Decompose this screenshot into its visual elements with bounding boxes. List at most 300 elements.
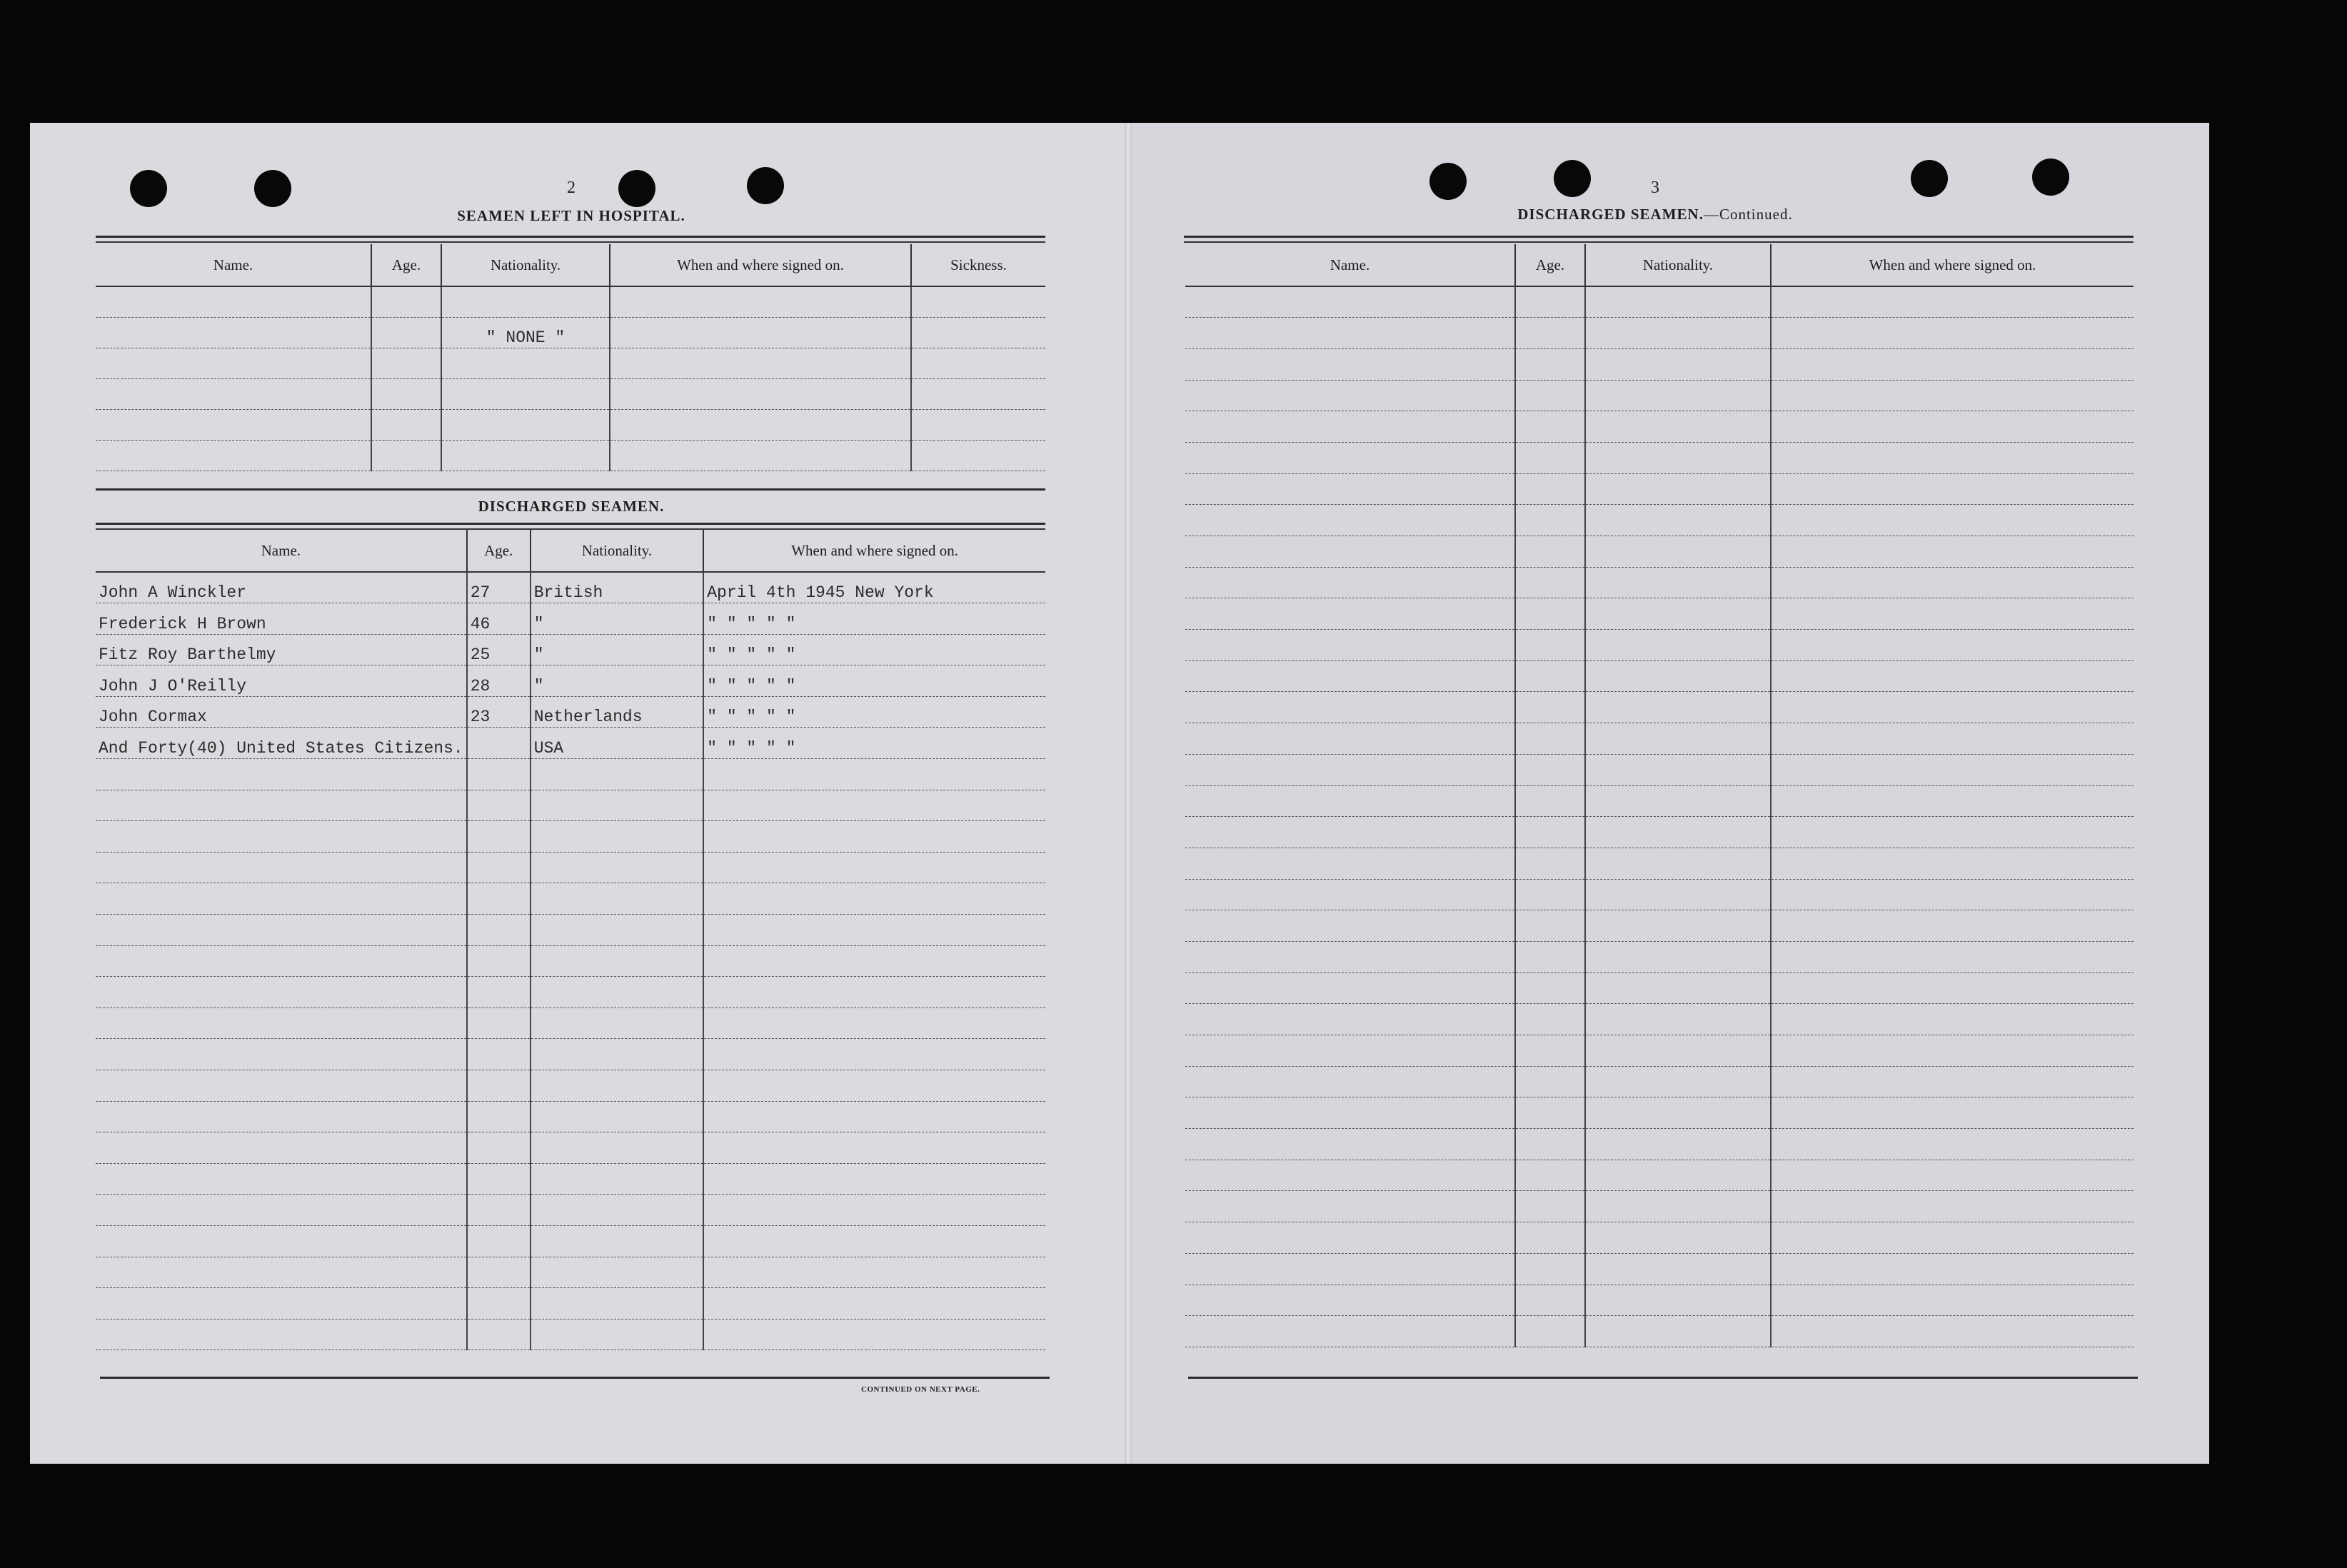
table-cell: [1515, 785, 1585, 817]
table-row: [1185, 879, 2134, 910]
table-cell: [1771, 910, 2134, 942]
table-cell: 23: [467, 696, 531, 728]
table-cell: [703, 1007, 1045, 1039]
table-cell: [1185, 879, 1515, 910]
binder-hole: [254, 170, 291, 207]
table-cell: " " " " ": [703, 603, 1045, 635]
table-cell: [1585, 536, 1771, 568]
table-cell: [1515, 1066, 1585, 1097]
table-cell: John Cormax: [96, 696, 467, 728]
table-cell: " " " " ": [703, 696, 1045, 728]
table-row: [1185, 442, 2134, 473]
table-cell: [1185, 1253, 1515, 1285]
table-cell: [1771, 1066, 2134, 1097]
table-row: [96, 977, 1045, 1008]
table-row: [1185, 536, 2134, 568]
column-header-name: Name.: [96, 530, 467, 572]
table-row: [1185, 1316, 2134, 1347]
table-row: [1185, 348, 2134, 380]
table-cell: [1185, 1066, 1515, 1097]
column-header-age: Age.: [371, 244, 441, 286]
table-cell: [703, 1070, 1045, 1102]
table-row: [1185, 1066, 2134, 1097]
table-row: [96, 440, 1045, 471]
table-cell: [531, 1163, 704, 1195]
table-cell: [1515, 941, 1585, 973]
table-cell: [1585, 1066, 1771, 1097]
table-row: [1185, 1004, 2134, 1035]
table-cell: [96, 759, 467, 790]
table-cell: [467, 1195, 531, 1226]
binder-hole: [1554, 160, 1591, 197]
binder-hole: [130, 170, 167, 207]
table-cell: [703, 1039, 1045, 1070]
table-cell: [1771, 692, 2134, 723]
table-cell: [1771, 785, 2134, 817]
table-cell: [531, 852, 704, 883]
table-cell: [1771, 1191, 2134, 1222]
table-row: [1185, 910, 2134, 942]
table-cell: [1515, 286, 1585, 318]
table-cell: [1585, 692, 1771, 723]
table-cell: [96, 977, 467, 1008]
table-cell: [1515, 1253, 1585, 1285]
table-cell: [96, 821, 467, 853]
table-cell: [1771, 380, 2134, 411]
table-cell: [1185, 411, 1515, 443]
table-cell: " NONE ": [441, 317, 610, 348]
table-cell: [531, 1195, 704, 1226]
table-cell: [531, 915, 704, 946]
table-cell: [531, 1319, 704, 1350]
table-row: [1185, 785, 2134, 817]
table-cell: [467, 977, 531, 1008]
table-cell: [467, 1101, 531, 1132]
rule: [96, 523, 1045, 525]
table-cell: [1185, 973, 1515, 1004]
table-cell: [1185, 1316, 1515, 1347]
table-cell: [1185, 1097, 1515, 1129]
table-cell: [703, 790, 1045, 821]
table-cell: [1771, 505, 2134, 536]
table-cell: [1771, 536, 2134, 568]
table-cell: [96, 1070, 467, 1102]
table-cell: [1771, 442, 2134, 473]
rule: [1188, 1377, 2138, 1379]
table-row: [96, 348, 1045, 378]
table-row: [96, 1163, 1045, 1195]
column-header-age: Age.: [1515, 244, 1585, 286]
table-cell: [1185, 1191, 1515, 1222]
table-cell: [1585, 660, 1771, 692]
table-cell: [531, 1288, 704, 1320]
table-cell: [441, 286, 610, 317]
binder-hole: [2032, 159, 2069, 196]
table-cell: [1185, 536, 1515, 568]
table-cell: USA: [531, 728, 704, 759]
table-cell: [1515, 817, 1585, 848]
table-cell: [911, 317, 1045, 348]
table-cell: " " " " ": [703, 728, 1045, 759]
hospital-title: SEAMEN LEFT IN HOSPITAL.: [457, 207, 685, 224]
table-cell: [96, 1007, 467, 1039]
page-number: 3: [1651, 179, 1659, 197]
table-cell: [911, 409, 1045, 440]
table-cell: [531, 1225, 704, 1257]
table-cell: [1515, 1316, 1585, 1347]
binder-hole: [1429, 163, 1467, 200]
table-row: [96, 1132, 1045, 1164]
table-cell: [1585, 1191, 1771, 1222]
table-row: [1185, 660, 2134, 692]
table-cell: [1185, 723, 1515, 755]
table-row: [96, 1039, 1045, 1070]
table-cell: [96, 1163, 467, 1195]
table-cell: [1515, 380, 1585, 411]
table-cell: [1771, 817, 2134, 848]
table-cell: [1185, 1004, 1515, 1035]
table-row: [96, 1070, 1045, 1102]
table-cell: [531, 977, 704, 1008]
table-row: [96, 1257, 1045, 1288]
table-row: [1185, 1129, 2134, 1160]
table-cell: [1515, 348, 1585, 380]
table-row: [96, 821, 1045, 853]
table-cell: [1585, 411, 1771, 443]
table-cell: [1771, 1004, 2134, 1035]
column-header-name: Name.: [96, 244, 371, 286]
table-cell: [911, 378, 1045, 409]
table-row: [1185, 630, 2134, 661]
table-cell: [1771, 567, 2134, 598]
table-cell: [911, 440, 1045, 471]
discharged-continued-table: [1185, 244, 2134, 1347]
table-cell: [1185, 660, 1515, 692]
table-row: [96, 317, 1045, 348]
table-cell: [441, 348, 610, 378]
table-cell: [1585, 567, 1771, 598]
table-row: [1185, 1285, 2134, 1316]
table-row: [96, 1195, 1045, 1226]
table-cell: [371, 348, 441, 378]
table-cell: [1185, 941, 1515, 973]
table-cell: [1585, 1004, 1771, 1035]
table-cell: [1185, 1222, 1515, 1254]
table-cell: [1585, 473, 1771, 505]
column-header-name: Name.: [1185, 244, 1515, 286]
table-cell: [1515, 1191, 1585, 1222]
table-row: [1185, 1191, 2134, 1222]
table-cell: [1585, 1222, 1771, 1254]
table-cell: [467, 1319, 531, 1350]
table-cell: [1515, 1129, 1585, 1160]
table-cell: [1585, 848, 1771, 879]
table-cell: [911, 348, 1045, 378]
table-row: [1185, 1160, 2134, 1191]
table-row: [1185, 1035, 2134, 1067]
table-row: [96, 759, 1045, 790]
table-cell: [1771, 473, 2134, 505]
table-row: [96, 378, 1045, 409]
table-row: [96, 286, 1045, 317]
table-cell: [1771, 630, 2134, 661]
table-row: [96, 1101, 1045, 1132]
discharged-continued-title: [1405, 206, 1905, 223]
table-cell: [1515, 754, 1585, 785]
rule: [1184, 241, 2134, 243]
table-cell: [1185, 442, 1515, 473]
table-cell: [531, 1070, 704, 1102]
column-header-sickness: Sickness.: [911, 244, 1045, 286]
table-cell: [1515, 630, 1585, 661]
table-cell: [371, 378, 441, 409]
table-cell: [1185, 754, 1515, 785]
table-cell: [1585, 505, 1771, 536]
table-row: [96, 852, 1045, 883]
rule: [1184, 236, 2134, 238]
table-cell: [1185, 692, 1515, 723]
table-cell: [1515, 1285, 1585, 1316]
table-cell: John J O'Reilly: [96, 665, 467, 697]
table-cell: 25: [467, 634, 531, 665]
table-cell: [1585, 286, 1771, 318]
table-cell: [1515, 1160, 1585, 1191]
table-cell: [1771, 754, 2134, 785]
table-cell: [1771, 973, 2134, 1004]
table-cell: [467, 1039, 531, 1070]
table-cell: [96, 348, 371, 378]
table-cell: [96, 1195, 467, 1226]
column-header-age: Age.: [467, 530, 531, 572]
table-row: [1185, 318, 2134, 349]
table-cell: John A Winckler: [96, 572, 467, 603]
table-row: [96, 1319, 1045, 1350]
table-cell: [1515, 848, 1585, 879]
table-cell: [703, 1101, 1045, 1132]
table-cell: [96, 1257, 467, 1288]
table-row: [1185, 692, 2134, 723]
table-cell: [703, 1163, 1045, 1195]
table-cell: [610, 409, 911, 440]
table-cell: [467, 1257, 531, 1288]
column-header-nationality: Nationality.: [441, 244, 610, 286]
table-cell: [703, 1195, 1045, 1226]
table-cell: [1515, 411, 1585, 443]
table-row: [96, 603, 1045, 635]
table-cell: ": [531, 665, 704, 697]
hospital-table: [96, 244, 1045, 471]
table-cell: [1771, 286, 2134, 318]
table-row: [96, 665, 1045, 697]
table-cell: [1185, 785, 1515, 817]
table-cell: [371, 440, 441, 471]
table-cell: [96, 790, 467, 821]
table-cell: [1515, 723, 1585, 755]
table-cell: [371, 317, 441, 348]
table-cell: Fitz Roy Barthelmy: [96, 634, 467, 665]
table-row: [1185, 473, 2134, 505]
table-row: [1185, 286, 2134, 318]
table-cell: " " " " ": [703, 634, 1045, 665]
table-cell: [1585, 318, 1771, 349]
page-number: 2: [567, 179, 576, 197]
table-row: [96, 790, 1045, 821]
page-fold: [1125, 123, 1132, 1464]
table-cell: [1515, 1035, 1585, 1067]
table-cell: [1771, 348, 2134, 380]
discharged-table: [96, 530, 1045, 1350]
table-cell: [1515, 879, 1585, 910]
table-cell: [1185, 1285, 1515, 1316]
table-cell: [467, 1007, 531, 1039]
table-cell: [96, 1319, 467, 1350]
table-cell: [96, 915, 467, 946]
table-cell: [610, 348, 911, 378]
binder-hole: [618, 170, 655, 207]
table-cell: [1585, 1035, 1771, 1067]
table-row: [1185, 1222, 2134, 1254]
table-cell: [1185, 1129, 1515, 1160]
table-row: [96, 409, 1045, 440]
rule: [96, 236, 1045, 238]
table-cell: [703, 821, 1045, 853]
table-cell: [96, 883, 467, 915]
table-cell: [703, 1319, 1045, 1350]
table-row: [1185, 723, 2134, 755]
rule: [96, 241, 1045, 243]
table-cell: [1515, 660, 1585, 692]
table-row: [1185, 567, 2134, 598]
table-row: [96, 696, 1045, 728]
table-row: [96, 572, 1045, 603]
table-row: [96, 1288, 1045, 1320]
table-cell: [531, 821, 704, 853]
table-cell: [1185, 473, 1515, 505]
table-cell: [467, 883, 531, 915]
table-cell: [467, 1070, 531, 1102]
table-cell: [96, 440, 371, 471]
column-header-signed-on: When and where signed on.: [610, 244, 911, 286]
column-header-signed-on: When and where signed on.: [1771, 244, 2134, 286]
table-row: [1185, 1097, 2134, 1129]
table-cell: [96, 409, 371, 440]
table-cell: [467, 1132, 531, 1164]
table-cell: [1585, 879, 1771, 910]
table-cell: [441, 378, 610, 409]
table-cell: [1585, 630, 1771, 661]
table-cell: [703, 945, 1045, 977]
table-row: [1185, 411, 2134, 443]
table-cell: [1771, 879, 2134, 910]
table-cell: [1771, 1035, 2134, 1067]
table-cell: [1771, 723, 2134, 755]
table-cell: [467, 790, 531, 821]
continued-note: CONTINUED ON NEXT PAGE.: [861, 1385, 980, 1394]
table-cell: And Forty(40) United States Citizens.: [96, 728, 467, 759]
table-cell: [1771, 598, 2134, 630]
table-cell: [1771, 1160, 2134, 1191]
table-cell: [1515, 536, 1585, 568]
title-text: DISCHARGED SEAMEN.: [1517, 206, 1704, 223]
table-cell: [467, 1225, 531, 1257]
table-cell: [703, 1132, 1045, 1164]
table-cell: [1771, 1222, 2134, 1254]
table-cell: 46: [467, 603, 531, 635]
table-cell: [1185, 630, 1515, 661]
table-cell: " " " " ": [703, 665, 1045, 697]
table-cell: [531, 1101, 704, 1132]
table-cell: [703, 1288, 1045, 1320]
table-cell: [1515, 505, 1585, 536]
table-cell: [703, 915, 1045, 946]
table-cell: [1185, 348, 1515, 380]
binder-hole: [747, 167, 784, 204]
table-cell: [1771, 1285, 2134, 1316]
column-header-signed-on: When and where signed on.: [703, 530, 1045, 572]
column-header-nationality: Nationality.: [1585, 244, 1771, 286]
table-cell: [610, 317, 911, 348]
table-cell: [531, 1132, 704, 1164]
table-cell: [703, 1225, 1045, 1257]
table-cell: [467, 728, 531, 759]
table-cell: [1185, 598, 1515, 630]
table-cell: [610, 286, 911, 317]
table-row: [1185, 380, 2134, 411]
table-cell: [371, 286, 441, 317]
table-row: [1185, 505, 2134, 536]
table-row: [1185, 973, 2134, 1004]
table-cell: [1585, 785, 1771, 817]
table-cell: [467, 1288, 531, 1320]
table-cell: [441, 440, 610, 471]
table-cell: [531, 759, 704, 790]
table-cell: [531, 1007, 704, 1039]
table-row: [96, 883, 1045, 915]
table-cell: [1771, 411, 2134, 443]
table-row: [1185, 754, 2134, 785]
table-cell: [1185, 817, 1515, 848]
table-cell: [1771, 660, 2134, 692]
table-cell: [1185, 286, 1515, 318]
table-cell: [531, 945, 704, 977]
table-cell: [610, 378, 911, 409]
table-cell: [1585, 973, 1771, 1004]
table-cell: April 4th 1945 New York: [703, 572, 1045, 603]
table-cell: [1185, 505, 1515, 536]
table-cell: [1585, 442, 1771, 473]
table-cell: [1585, 1097, 1771, 1129]
table-cell: [1585, 380, 1771, 411]
table-cell: [1585, 348, 1771, 380]
discharged-title: DISCHARGED SEAMEN.: [478, 498, 665, 515]
table-cell: [1585, 754, 1771, 785]
table-cell: [1515, 598, 1585, 630]
table-cell: [1515, 973, 1585, 1004]
table-cell: [610, 440, 911, 471]
rule: [96, 488, 1045, 491]
table-row: [96, 634, 1045, 665]
table-row: [96, 945, 1045, 977]
table-cell: [467, 759, 531, 790]
table-cell: [1185, 380, 1515, 411]
table-row: [96, 728, 1045, 759]
column-header-nationality: Nationality.: [531, 530, 704, 572]
table-cell: [1515, 1097, 1585, 1129]
table-cell: ": [531, 634, 704, 665]
table-cell: [1585, 910, 1771, 942]
rule: [100, 1377, 1050, 1379]
table-cell: [703, 852, 1045, 883]
